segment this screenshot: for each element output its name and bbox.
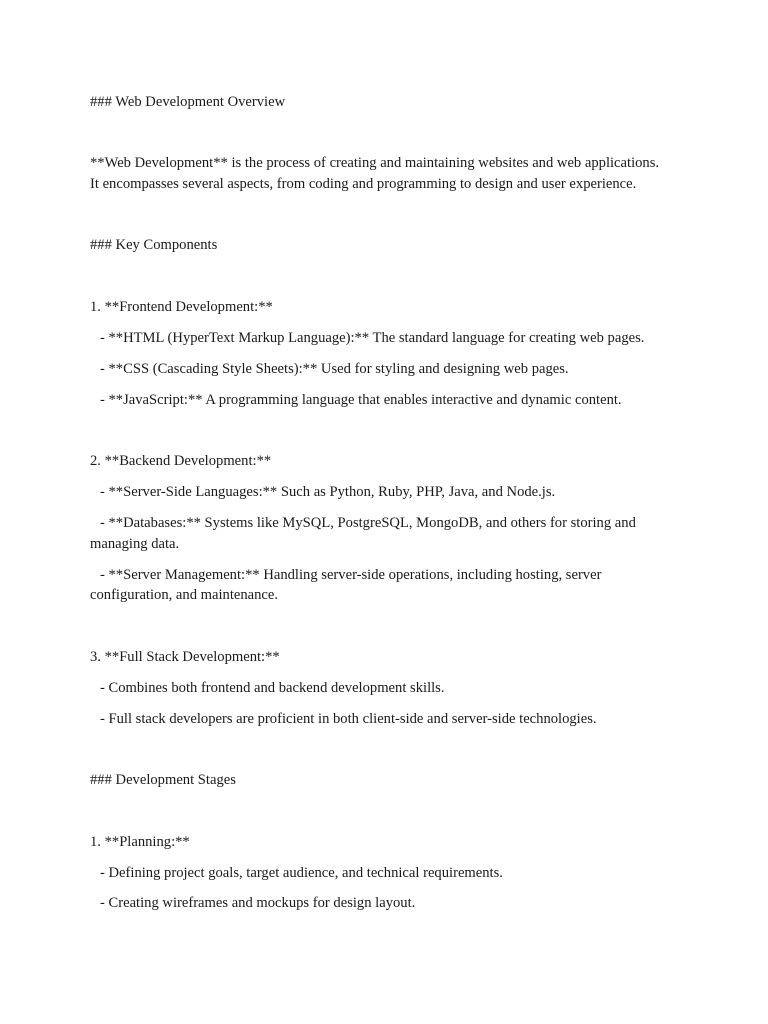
planning-item-goals: - Defining project goals, target audience, and technical requirements.	[100, 865, 503, 881]
intro-line-2: It encompasses several aspects, from coding and programming to design and user experience.	[90, 176, 637, 192]
backend-item-databases-cont: managing data.	[90, 536, 180, 552]
frontend-item-html: - **HTML (HyperText Markup Language):** The standard language for creating web pages.	[100, 330, 645, 346]
fullstack-item-combines: - Combines both frontend and backend development skills.	[100, 680, 445, 696]
frontend-item-css: - **CSS (Cascading Style Sheets):** Used for styling and designing web pages.	[100, 361, 569, 377]
intro-line-1: **Web Development** is the process of creating and maintaining websites and web applications.	[90, 155, 660, 171]
backend-item-languages: - **Server-Side Languages:** Such as Python, Ruby, PHP, Java, and Node.js.	[100, 484, 556, 500]
frontend-title: 1. **Frontend Development:**	[90, 299, 273, 315]
fullstack-title: 3. **Full Stack Development:**	[90, 649, 280, 665]
heading-development-stages: ### Development Stages	[90, 772, 236, 788]
planning-item-wireframes: - Creating wireframes and mockups for design layout.	[100, 895, 416, 911]
planning-title: 1. **Planning:**	[90, 834, 190, 850]
backend-item-databases: - **Databases:** Systems like MySQL, PostgreSQL, MongoDB, and others for storing and	[100, 515, 636, 531]
frontend-item-javascript: - **JavaScript:** A programming language that enables interactive and dynamic content.	[100, 392, 622, 408]
fullstack-item-proficient: - Full stack developers are proficient in both client-side and server-side technologies.	[100, 711, 597, 727]
backend-item-server-management-cont: configuration, and maintenance.	[90, 587, 279, 603]
backend-title: 2. **Backend Development:**	[90, 453, 272, 469]
backend-item-server-management: - **Server Management:** Handling server-side operations, including hosting, server	[100, 567, 602, 583]
heading-overview: ### Web Development Overview	[90, 94, 286, 110]
heading-key-components: ### Key Components	[90, 237, 218, 253]
